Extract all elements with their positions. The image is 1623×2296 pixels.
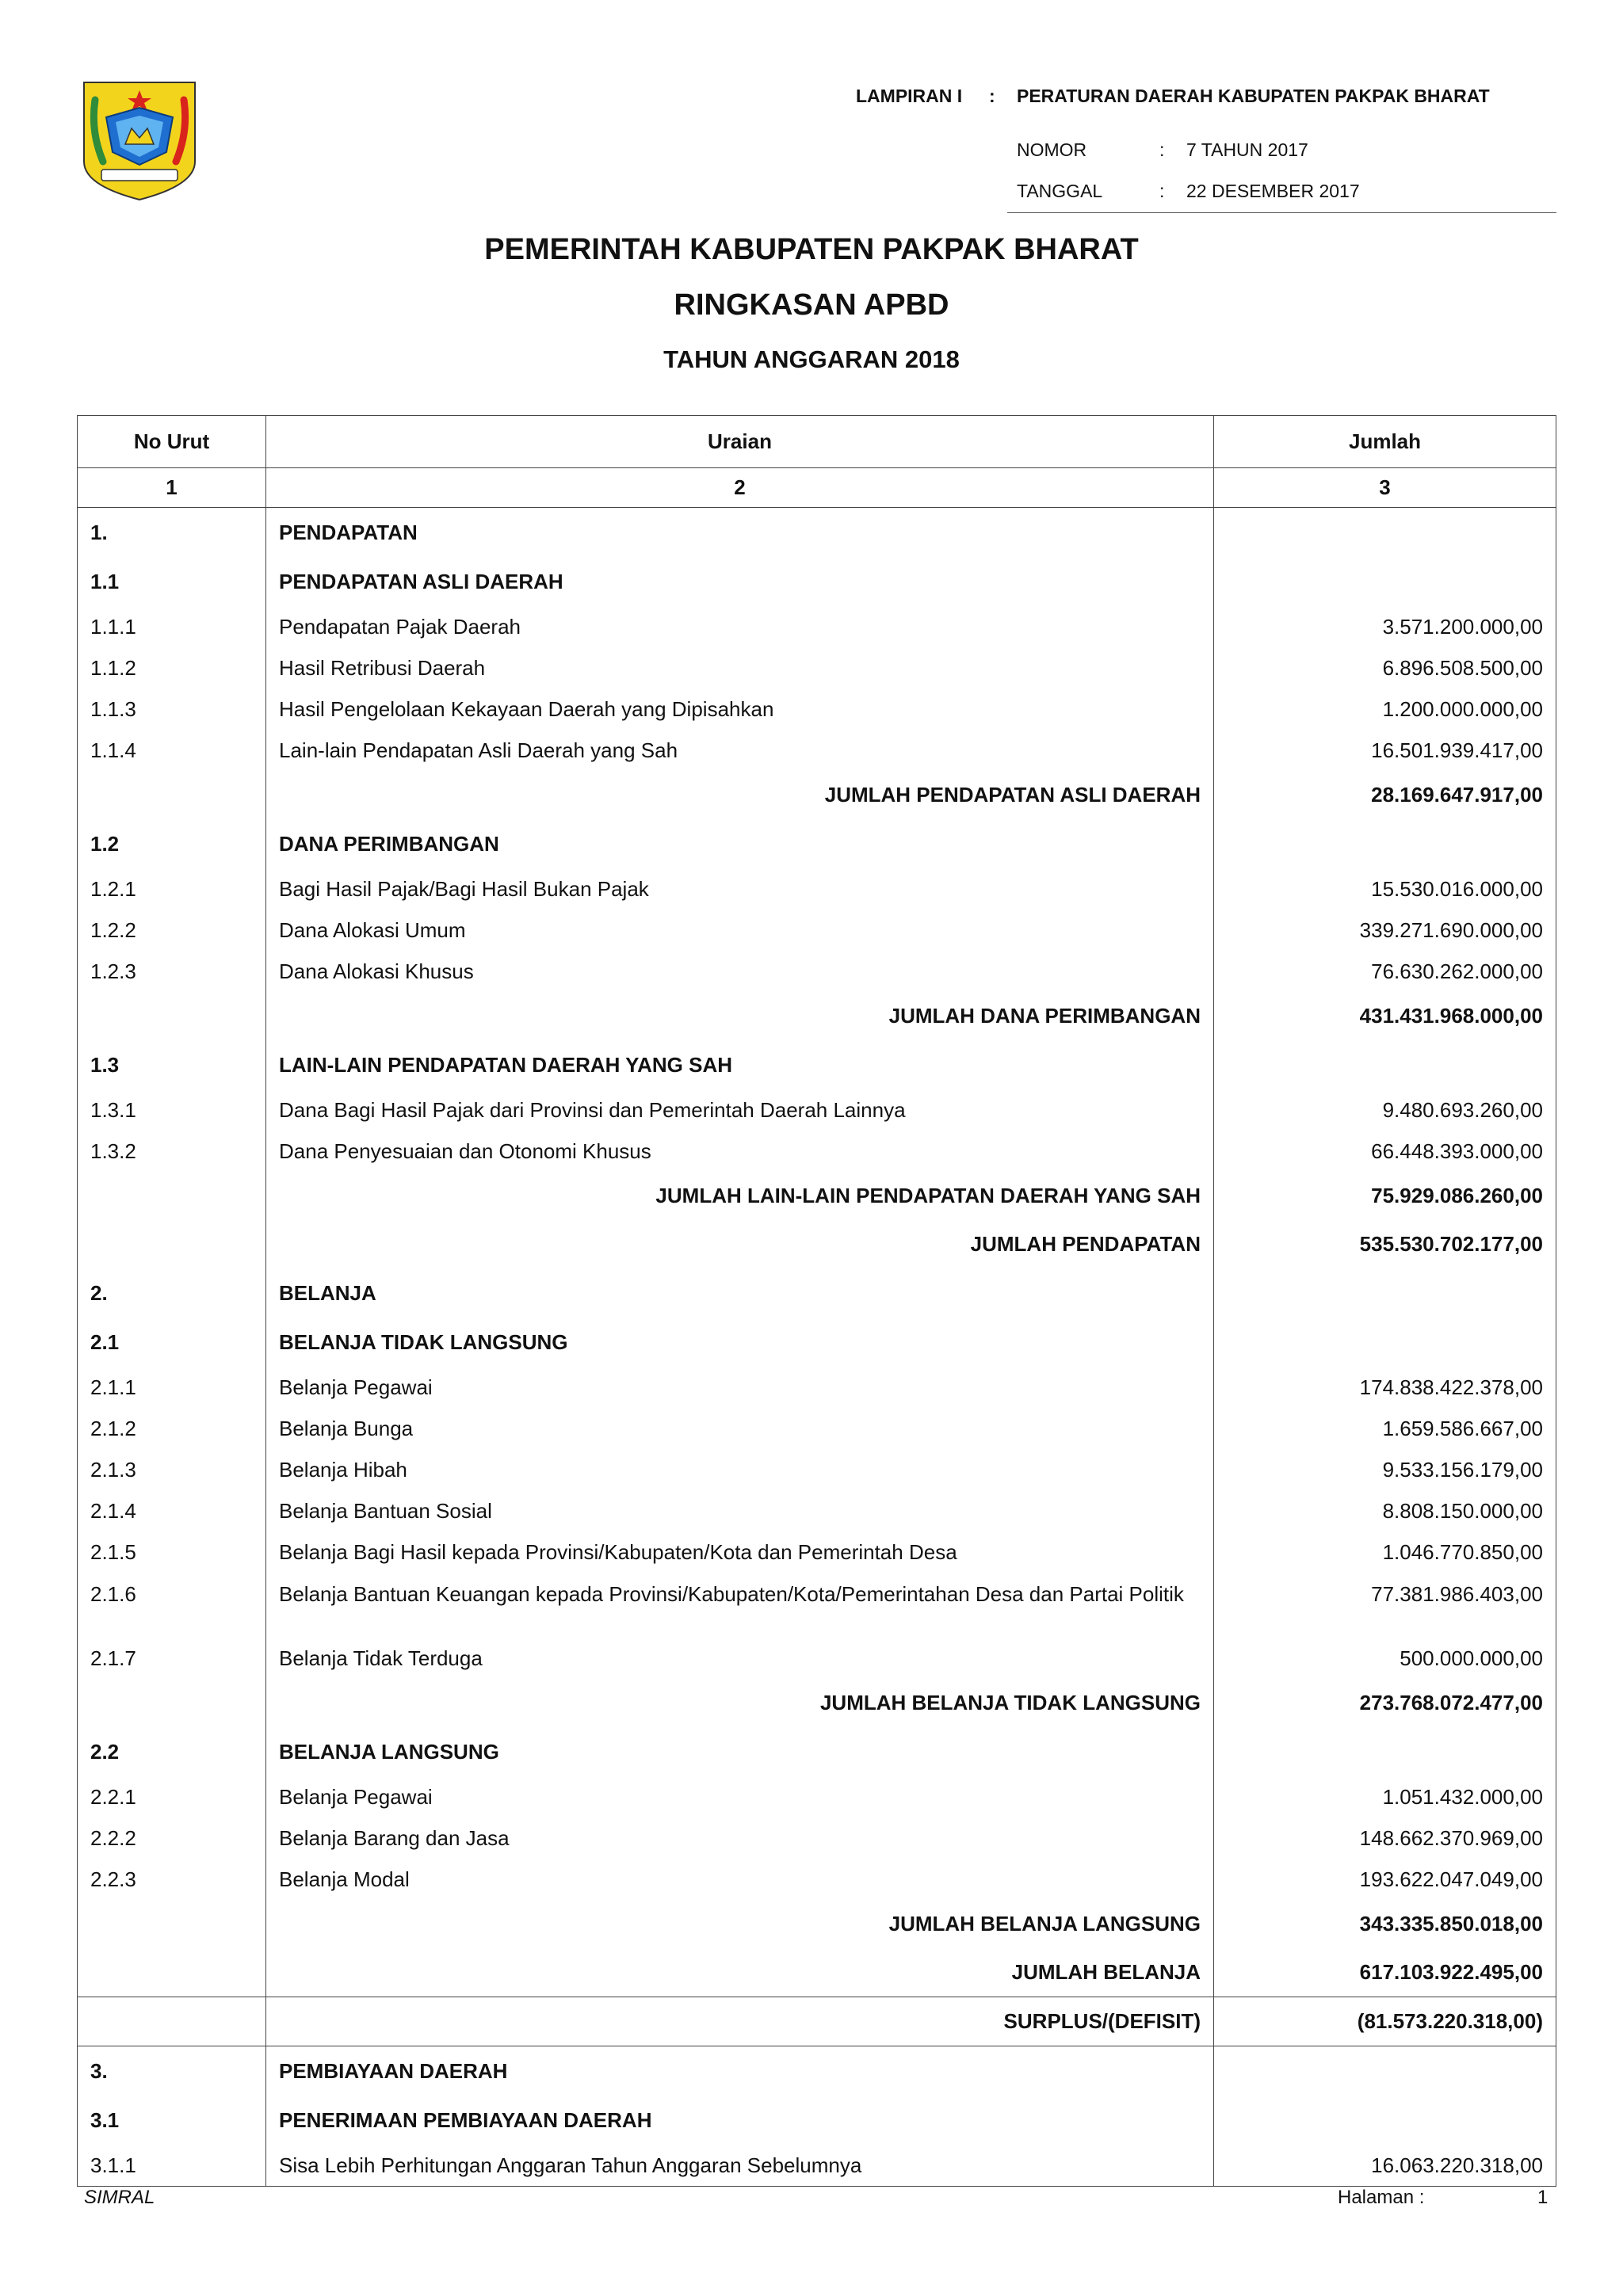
- row-description: Bagi Hasil Pajak/Bagi Hasil Bukan Pajak: [266, 868, 1214, 910]
- row-amount: 16.063.220.318,00: [1214, 2145, 1556, 2187]
- row-description: Belanja Bagi Hasil kepada Provinsi/Kabupaten/Kota dan Pemerintah Desa: [266, 1531, 1214, 1573]
- table-row: [78, 1573, 1556, 1638]
- nomor-separator: :: [1159, 139, 1165, 160]
- row-amount: (81.573.220.318,00): [1214, 1997, 1556, 2046]
- row-amount: [1214, 2046, 1556, 2096]
- footer-source: SIMRAL: [84, 2187, 155, 2208]
- table-row: [78, 1318, 1556, 1367]
- tanggal-label: TANGGAL: [1017, 181, 1103, 201]
- column-number-3: 3: [1214, 468, 1556, 508]
- table-row: [78, 647, 1556, 688]
- row-code: 2.2.1: [78, 1776, 266, 1817]
- row-code: 1.2: [78, 819, 266, 868]
- row-amount: 339.271.690.000,00: [1214, 910, 1556, 951]
- row-code: 1.2.1: [78, 868, 266, 910]
- table-row: [78, 2046, 1556, 2096]
- row-amount: 174.838.422.378,00: [1214, 1367, 1556, 1408]
- row-description: Belanja Hibah: [266, 1449, 1214, 1490]
- row-amount: [1214, 557, 1556, 606]
- table-row: [78, 1638, 1556, 1679]
- row-code: 2.1.5: [78, 1531, 266, 1573]
- row-description: SURPLUS/(DEFISIT): [266, 1997, 1214, 2046]
- fiscal-year-title: TAHUN ANGGARAN 2018: [663, 345, 960, 373]
- row-amount: 77.381.986.403,00: [1214, 1573, 1556, 1638]
- table-row: [78, 1679, 1556, 1727]
- row-amount: 500.000.000,00: [1214, 1638, 1556, 1679]
- row-amount: 1.046.770.850,00: [1214, 1531, 1556, 1573]
- row-code: [78, 1997, 266, 2046]
- row-amount: 9.480.693.260,00: [1214, 1089, 1556, 1131]
- table-row: [78, 1997, 1556, 2046]
- row-amount: [1214, 1318, 1556, 1367]
- row-amount: 3.571.200.000,00: [1214, 606, 1556, 647]
- lampiran-value: PERATURAN DAERAH KABUPATEN PAKPAK BHARAT: [1017, 86, 1490, 106]
- row-description: Belanja Bunga: [266, 1408, 1214, 1449]
- table-row: [78, 1727, 1556, 1776]
- row-amount: [1214, 1727, 1556, 1776]
- row-code: 2.1.2: [78, 1408, 266, 1449]
- table-row: [78, 2145, 1556, 2187]
- row-code: 2.2.3: [78, 1859, 266, 1900]
- row-description: Dana Alokasi Khusus: [266, 951, 1214, 992]
- row-amount: 16.501.939.417,00: [1214, 730, 1556, 771]
- row-description: Dana Alokasi Umum: [266, 910, 1214, 951]
- row-amount: 431.431.968.000,00: [1214, 992, 1556, 1040]
- table-row: [78, 1449, 1556, 1490]
- table-row: [78, 688, 1556, 730]
- row-code: [78, 1948, 266, 1997]
- row-description: JUMLAH BELANJA TIDAK LANGSUNG: [266, 1679, 1214, 1727]
- row-amount: 193.622.047.049,00: [1214, 1859, 1556, 1900]
- table-row: [78, 1817, 1556, 1859]
- table-row: [78, 1040, 1556, 1089]
- row-amount: 75.929.086.260,00: [1214, 1172, 1556, 1220]
- row-description: JUMLAH PENDAPATAN: [266, 1220, 1214, 1268]
- lampiran-separator: :: [989, 86, 995, 106]
- row-code: [78, 1679, 266, 1727]
- lampiran-label: LAMPIRAN I: [856, 86, 963, 106]
- row-amount: 535.530.702.177,00: [1214, 1220, 1556, 1268]
- row-code: 2.1.7: [78, 1638, 266, 1679]
- nomor-value: 7 TAHUN 2017: [1186, 139, 1308, 160]
- row-code: 2.1: [78, 1318, 266, 1367]
- row-description: Hasil Retribusi Daerah: [266, 647, 1214, 688]
- row-amount: 15.530.016.000,00: [1214, 868, 1556, 910]
- row-code: 2.1.1: [78, 1367, 266, 1408]
- row-code: 1.1.3: [78, 688, 266, 730]
- table-row: [78, 910, 1556, 951]
- row-code: 1.1: [78, 557, 266, 606]
- table-row: [78, 1408, 1556, 1449]
- row-code: 1.1.4: [78, 730, 266, 771]
- footer-page-number: 1: [1537, 2187, 1549, 2208]
- header-rule: [1007, 212, 1556, 213]
- row-code: 3.1.1: [78, 2145, 266, 2187]
- page-subtitle: RINGKASAN APBD: [674, 288, 949, 322]
- row-code: 2.1.4: [78, 1490, 266, 1531]
- row-code: 1.2.3: [78, 951, 266, 992]
- row-amount: 343.335.850.018,00: [1214, 1900, 1556, 1948]
- column-number-row: [78, 468, 1556, 508]
- table-row: [78, 868, 1556, 910]
- header-uraian: Uraian: [266, 416, 1214, 468]
- table-row: [78, 508, 1556, 558]
- row-description: Belanja Pegawai: [266, 1776, 1214, 1817]
- row-amount: 66.448.393.000,00: [1214, 1131, 1556, 1172]
- row-amount: [1214, 1040, 1556, 1089]
- row-code: [78, 1172, 266, 1220]
- table-row: [78, 730, 1556, 771]
- row-amount: 273.768.072.477,00: [1214, 1679, 1556, 1727]
- row-description: PENDAPATAN ASLI DAERAH: [266, 557, 1214, 606]
- row-code: [78, 771, 266, 819]
- row-description: Dana Bagi Hasil Pajak dari Provinsi dan Pemerintah Daerah Lainnya: [266, 1089, 1214, 1131]
- row-amount: 1.200.000.000,00: [1214, 688, 1556, 730]
- table-row: [78, 771, 1556, 819]
- row-code: 1.1.1: [78, 606, 266, 647]
- row-description: Belanja Bantuan Keuangan kepada Provinsi/Kabupaten/Kota/Pemerintahan Desa dan Partai Politik: [266, 1573, 1214, 1638]
- table-row: [78, 606, 1556, 647]
- regency-emblem-logo: [79, 76, 200, 201]
- row-amount: 617.103.922.495,00: [1214, 1948, 1556, 1997]
- row-description: PEMBIAYAAN DAERAH: [266, 2046, 1214, 2096]
- table-row: [78, 1776, 1556, 1817]
- row-description: PENDAPATAN: [266, 508, 1214, 558]
- row-description: Hasil Pengelolaan Kekayaan Daerah yang Dipisahkan: [266, 688, 1214, 730]
- row-code: 1.2.2: [78, 910, 266, 951]
- row-description: BELANJA TIDAK LANGSUNG: [266, 1318, 1214, 1367]
- table-row: [78, 1131, 1556, 1172]
- row-amount: 28.169.647.917,00: [1214, 771, 1556, 819]
- table-row: [78, 1268, 1556, 1318]
- row-code: 2.: [78, 1268, 266, 1318]
- row-amount: [1214, 508, 1556, 558]
- row-description: JUMLAH PENDAPATAN ASLI DAERAH: [266, 771, 1214, 819]
- row-code: 1.1.2: [78, 647, 266, 688]
- header-jumlah: Jumlah: [1214, 416, 1556, 468]
- row-amount: 148.662.370.969,00: [1214, 1817, 1556, 1859]
- row-amount: 76.630.262.000,00: [1214, 951, 1556, 992]
- table-row: [78, 1531, 1556, 1573]
- row-amount: 1.659.586.667,00: [1214, 1408, 1556, 1449]
- row-description: JUMLAH DANA PERIMBANGAN: [266, 992, 1214, 1040]
- row-code: [78, 1220, 266, 1268]
- row-description: Pendapatan Pajak Daerah: [266, 606, 1214, 647]
- row-description: Dana Penyesuaian dan Otonomi Khusus: [266, 1131, 1214, 1172]
- table-row: [78, 819, 1556, 868]
- tanggal-value: 22 DESEMBER 2017: [1186, 181, 1360, 201]
- row-amount: 8.808.150.000,00: [1214, 1490, 1556, 1531]
- row-description: Belanja Modal: [266, 1859, 1214, 1900]
- page-title: PEMERINTAH KABUPATEN PAKPAK BHARAT: [484, 233, 1139, 266]
- row-code: 2.1.3: [78, 1449, 266, 1490]
- row-code: 3.: [78, 2046, 266, 2096]
- apbd-summary-table: [77, 415, 1556, 2187]
- row-amount: 9.533.156.179,00: [1214, 1449, 1556, 1490]
- row-code: 1.: [78, 508, 266, 558]
- table-row: [78, 1900, 1556, 1948]
- row-amount: [1214, 1268, 1556, 1318]
- row-code: 3.1: [78, 2096, 266, 2145]
- table-row: [78, 951, 1556, 992]
- row-amount: [1214, 819, 1556, 868]
- footer-page-label: Halaman :: [1338, 2187, 1425, 2208]
- header-no-urut: No Urut: [78, 416, 266, 468]
- table-row: [78, 1490, 1556, 1531]
- row-amount: [1214, 2096, 1556, 2145]
- table-row: [78, 1367, 1556, 1408]
- row-description: BELANJA LANGSUNG: [266, 1727, 1214, 1776]
- row-description: Sisa Lebih Perhitungan Anggaran Tahun Anggaran Sebelumnya: [266, 2145, 1214, 2187]
- column-number-1: 1: [78, 468, 266, 508]
- row-code: [78, 992, 266, 1040]
- table-row: [78, 1859, 1556, 1900]
- row-description: DANA PERIMBANGAN: [266, 819, 1214, 868]
- table-row: [78, 992, 1556, 1040]
- row-code: 1.3.2: [78, 1131, 266, 1172]
- row-description: JUMLAH BELANJA LANGSUNG: [266, 1900, 1214, 1948]
- row-description: JUMLAH LAIN-LAIN PENDAPATAN DAERAH YANG SAH: [266, 1172, 1214, 1220]
- column-number-2: 2: [266, 468, 1214, 508]
- table-row: [78, 1948, 1556, 1997]
- nomor-label: NOMOR: [1017, 139, 1087, 160]
- table-row: [78, 1172, 1556, 1220]
- row-description: Belanja Barang dan Jasa: [266, 1817, 1214, 1859]
- row-amount: 6.896.508.500,00: [1214, 647, 1556, 688]
- row-code: 2.2.2: [78, 1817, 266, 1859]
- table-row: [78, 1220, 1556, 1268]
- row-description: Belanja Pegawai: [266, 1367, 1214, 1408]
- row-description: BELANJA: [266, 1268, 1214, 1318]
- row-amount: 1.051.432.000,00: [1214, 1776, 1556, 1817]
- table-row: [78, 1089, 1556, 1131]
- row-code: [78, 1900, 266, 1948]
- table-row: [78, 557, 1556, 606]
- row-code: 2.2: [78, 1727, 266, 1776]
- table-header-row: [78, 416, 1556, 468]
- row-description: Belanja Bantuan Sosial: [266, 1490, 1214, 1531]
- table-row: [78, 2096, 1556, 2145]
- row-description: PENERIMAAN PEMBIAYAAN DAERAH: [266, 2096, 1214, 2145]
- row-code: 1.3: [78, 1040, 266, 1089]
- tanggal-separator: :: [1159, 181, 1165, 201]
- row-description: Lain-lain Pendapatan Asli Daerah yang Sah: [266, 730, 1214, 771]
- row-description: JUMLAH BELANJA: [266, 1948, 1214, 1997]
- row-code: 2.1.6: [78, 1573, 266, 1638]
- row-description: LAIN-LAIN PENDAPATAN DAERAH YANG SAH: [266, 1040, 1214, 1089]
- row-code: 1.3.1: [78, 1089, 266, 1131]
- row-description: Belanja Tidak Terduga: [266, 1638, 1214, 1679]
